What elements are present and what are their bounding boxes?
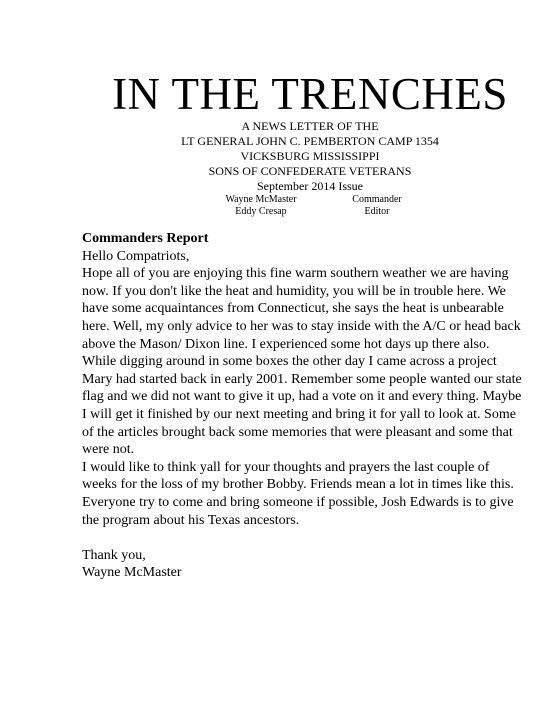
report-heading: Commanders Report <box>82 231 209 246</box>
commanders-report <box>82 230 522 582</box>
masthead-line-1: A NEWS LETTER OF THE <box>241 119 379 133</box>
report-paragraph-2: While digging around in some boxes the other day I came across a project Mary had started back in early 2001. Remember some people wanted our state flag and we did not want to give it up, had a vote on it and every thing. Maybe I will get it finished by our next meeting and bring it for yall to look at. Some of the articles brought back some memories that were pleasant and some that were not. <box>82 354 522 458</box>
staff-block <box>0 194 560 220</box>
staff-names <box>211 194 311 218</box>
commander-name: Wayne McMaster <box>225 194 297 205</box>
report-paragraph-4: Everyone try to come and bring someone if possible, Josh Edwards is to give the program about his Texas ancestors. <box>82 494 514 528</box>
blank-line <box>82 529 522 547</box>
signature: Wayne McMaster <box>82 565 182 581</box>
masthead <box>0 68 560 220</box>
salutation: Hello Compatriots, <box>82 248 190 264</box>
report-paragraph-1: Hope all of you are enjoying this fine warm southern weather we are having now. If you don't like the heat and humidity, you will be in trouble here. We have some acquaintances from Connecticut, she says the heat is unbearable here. Well, my only advice to her was to stay inside with the A/C or head back above the Mason/ Dixon line. I experienced some hot days up there also. <box>82 266 521 352</box>
editor-role: Editor <box>364 206 390 217</box>
editor-name: Eddy Cresap <box>235 206 287 217</box>
masthead-line-4: SONS OF CONFEDERATE VETERANS <box>208 164 412 178</box>
masthead-line-2: LT GENERAL JOHN C. PEMBERTON CAMP 1354 <box>181 134 439 148</box>
newsletter-title: IN THE TRENCHES <box>112 69 508 119</box>
masthead-line-3: VICKSBURG MISSISSIPPI <box>240 149 380 163</box>
commander-role: Commander <box>352 194 402 205</box>
closing: Thank you, <box>82 547 146 563</box>
staff-roles <box>327 194 427 218</box>
issue-date: September 2014 Issue <box>257 179 363 193</box>
report-paragraph-3: I would like to think yall for your thoughts and prayers the last couple of weeks for the loss of my brother Bobby. Friends mean a lot in times like this. <box>82 459 514 493</box>
